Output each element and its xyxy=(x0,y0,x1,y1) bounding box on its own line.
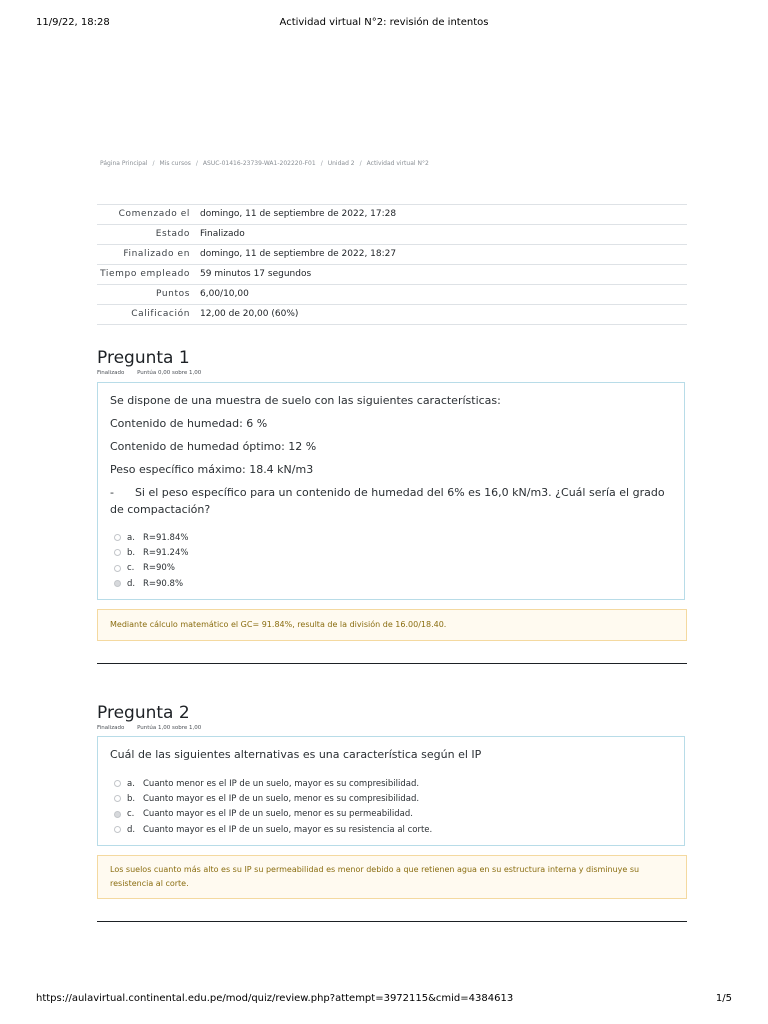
breadcrumb-activity[interactable]: Actividad virtual N°2 xyxy=(366,160,429,167)
question-1-formulation xyxy=(97,382,685,600)
summary-row-started xyxy=(97,205,687,225)
summary-label: Finalizado en xyxy=(123,249,190,259)
question-text-line: Contenido de humedad óptimo: 12 % xyxy=(110,440,317,453)
summary-row-state xyxy=(97,225,687,245)
question-grade: Puntúa 0,00 sobre 1,00 xyxy=(137,370,202,376)
summary-row-time-taken xyxy=(97,265,687,285)
answer-text: R=91.84% xyxy=(143,532,189,543)
summary-row-marks xyxy=(97,285,687,305)
question-state: Finalizado xyxy=(97,725,125,731)
radio-button[interactable] xyxy=(114,780,121,787)
answer-option-a[interactable] xyxy=(114,530,672,545)
question-text-line: - Si el peso específico para un contenido de humedad del 6% es 16,0 kN/m3. ¿Cuál sería el grado de compactación? xyxy=(110,486,669,516)
summary-label: Estado xyxy=(155,229,190,239)
question-2-formulation xyxy=(97,736,685,846)
summary-label: Tiempo empleado xyxy=(100,269,190,279)
question-1-feedback: Mediante cálculo matemático el GC= 91.84%, resulta de la división de 16.00/18.40. xyxy=(97,609,687,641)
breadcrumb-unit[interactable]: Unidad 2 xyxy=(327,160,355,167)
attempt-summary-table xyxy=(97,204,687,325)
question-2-header xyxy=(97,703,201,731)
radio-button[interactable] xyxy=(114,795,121,802)
print-date: 11/9/22, 18:28 xyxy=(36,17,110,28)
answer-option-b[interactable] xyxy=(114,791,672,806)
question-title: Pregunta 1 xyxy=(97,348,190,368)
print-footer xyxy=(36,993,732,1007)
breadcrumb-course[interactable]: ASUC-01416-23739-WA1-202220-F01 xyxy=(202,160,316,167)
question-text-line: Contenido de humedad: 6 % xyxy=(110,417,268,430)
question-title: Pregunta 2 xyxy=(97,703,190,723)
question-divider xyxy=(97,921,687,922)
question-text-line: Se dispone de una muestra de suelo con las siguientes características: xyxy=(110,394,501,407)
answer-list xyxy=(110,530,672,591)
answer-letter: c. xyxy=(127,809,135,820)
answer-option-d[interactable] xyxy=(114,822,672,837)
question-text-line: Cuál de las siguientes alternativas es una característica según el IP xyxy=(110,748,482,761)
radio-button[interactable] xyxy=(114,565,121,572)
summary-value: 12,00 de 20,00 (60%) xyxy=(200,309,299,319)
answer-text: Cuanto mayor es el IP de un suelo, menor es su compresibilidad. xyxy=(143,793,420,804)
print-header xyxy=(36,17,732,31)
summary-value: 6,00/10,00 xyxy=(200,289,249,299)
question-divider xyxy=(97,663,687,664)
question-state: Finalizado xyxy=(97,370,125,376)
answer-text: Cuanto menor es el IP de un suelo, mayor es su compresibilidad. xyxy=(143,778,420,789)
summary-value: 59 minutos 17 segundos xyxy=(200,269,312,279)
answer-letter: d. xyxy=(127,578,136,589)
answer-option-c[interactable] xyxy=(114,561,672,576)
breadcrumb-separator: / xyxy=(320,160,323,167)
answer-letter: c. xyxy=(127,563,135,574)
summary-value: domingo, 11 de septiembre de 2022, 18:27 xyxy=(200,249,397,259)
answer-letter: a. xyxy=(127,532,135,543)
answer-option-c[interactable] xyxy=(114,807,672,822)
radio-button[interactable] xyxy=(114,826,121,833)
answer-text: R=90% xyxy=(143,563,175,574)
question-text-line: Peso específico máximo: 18.4 kN/m3 xyxy=(110,463,314,476)
summary-label: Calificación xyxy=(131,309,190,319)
question-info xyxy=(97,725,201,731)
summary-label: Puntos xyxy=(155,289,190,299)
question-text xyxy=(110,746,672,763)
question-grade: Puntúa 1,00 sobre 1,00 xyxy=(137,725,202,731)
radio-button-selected[interactable] xyxy=(114,580,121,587)
breadcrumb-my-courses[interactable]: Mis cursos xyxy=(159,160,191,167)
question-info xyxy=(97,370,201,376)
breadcrumb-separator: / xyxy=(359,160,362,167)
question-1-header xyxy=(97,348,201,376)
answer-text: Cuanto mayor es el IP de un suelo, mayor es su resistencia al corte. xyxy=(143,824,433,835)
summary-label: Comenzado el xyxy=(118,209,190,219)
summary-value: Finalizado xyxy=(200,229,245,239)
answer-option-a[interactable] xyxy=(114,776,672,791)
breadcrumb-separator: / xyxy=(152,160,155,167)
answer-text: Cuanto mayor es el IP de un suelo, menor es su permeabilidad. xyxy=(143,809,413,820)
question-2-feedback: Los suelos cuanto más alto es su IP su permeabilidad es menor debido a que retienen agua en su estructura interna y disminuye su resistencia al corte. xyxy=(97,855,687,899)
radio-button-selected[interactable] xyxy=(114,811,121,818)
breadcrumb-home[interactable]: Página Principal xyxy=(100,160,148,167)
breadcrumb xyxy=(100,160,429,167)
summary-row-completed xyxy=(97,245,687,265)
summary-row-grade xyxy=(97,305,687,325)
question-text xyxy=(110,392,672,518)
radio-button[interactable] xyxy=(114,534,121,541)
answer-list xyxy=(110,776,672,837)
answer-letter: a. xyxy=(127,778,135,789)
answer-text: R=90.8% xyxy=(143,578,184,589)
answer-option-b[interactable] xyxy=(114,545,672,560)
answer-text: R=91.24% xyxy=(143,547,189,558)
answer-letter: b. xyxy=(127,793,136,804)
print-title: Actividad virtual N°2: revisión de intentos xyxy=(279,17,489,28)
summary-value: domingo, 11 de septiembre de 2022, 17:28 xyxy=(200,209,397,219)
breadcrumb-separator: / xyxy=(195,160,198,167)
answer-option-d[interactable] xyxy=(114,576,672,591)
radio-button[interactable] xyxy=(114,549,121,556)
print-page-number: 1/5 xyxy=(715,993,732,1004)
print-url: https://aulavirtual.continental.edu.pe/mod/quiz/review.php?attempt=3972115&cmid=4384613 xyxy=(36,993,514,1004)
answer-letter: b. xyxy=(127,547,136,558)
answer-letter: d. xyxy=(127,824,136,835)
